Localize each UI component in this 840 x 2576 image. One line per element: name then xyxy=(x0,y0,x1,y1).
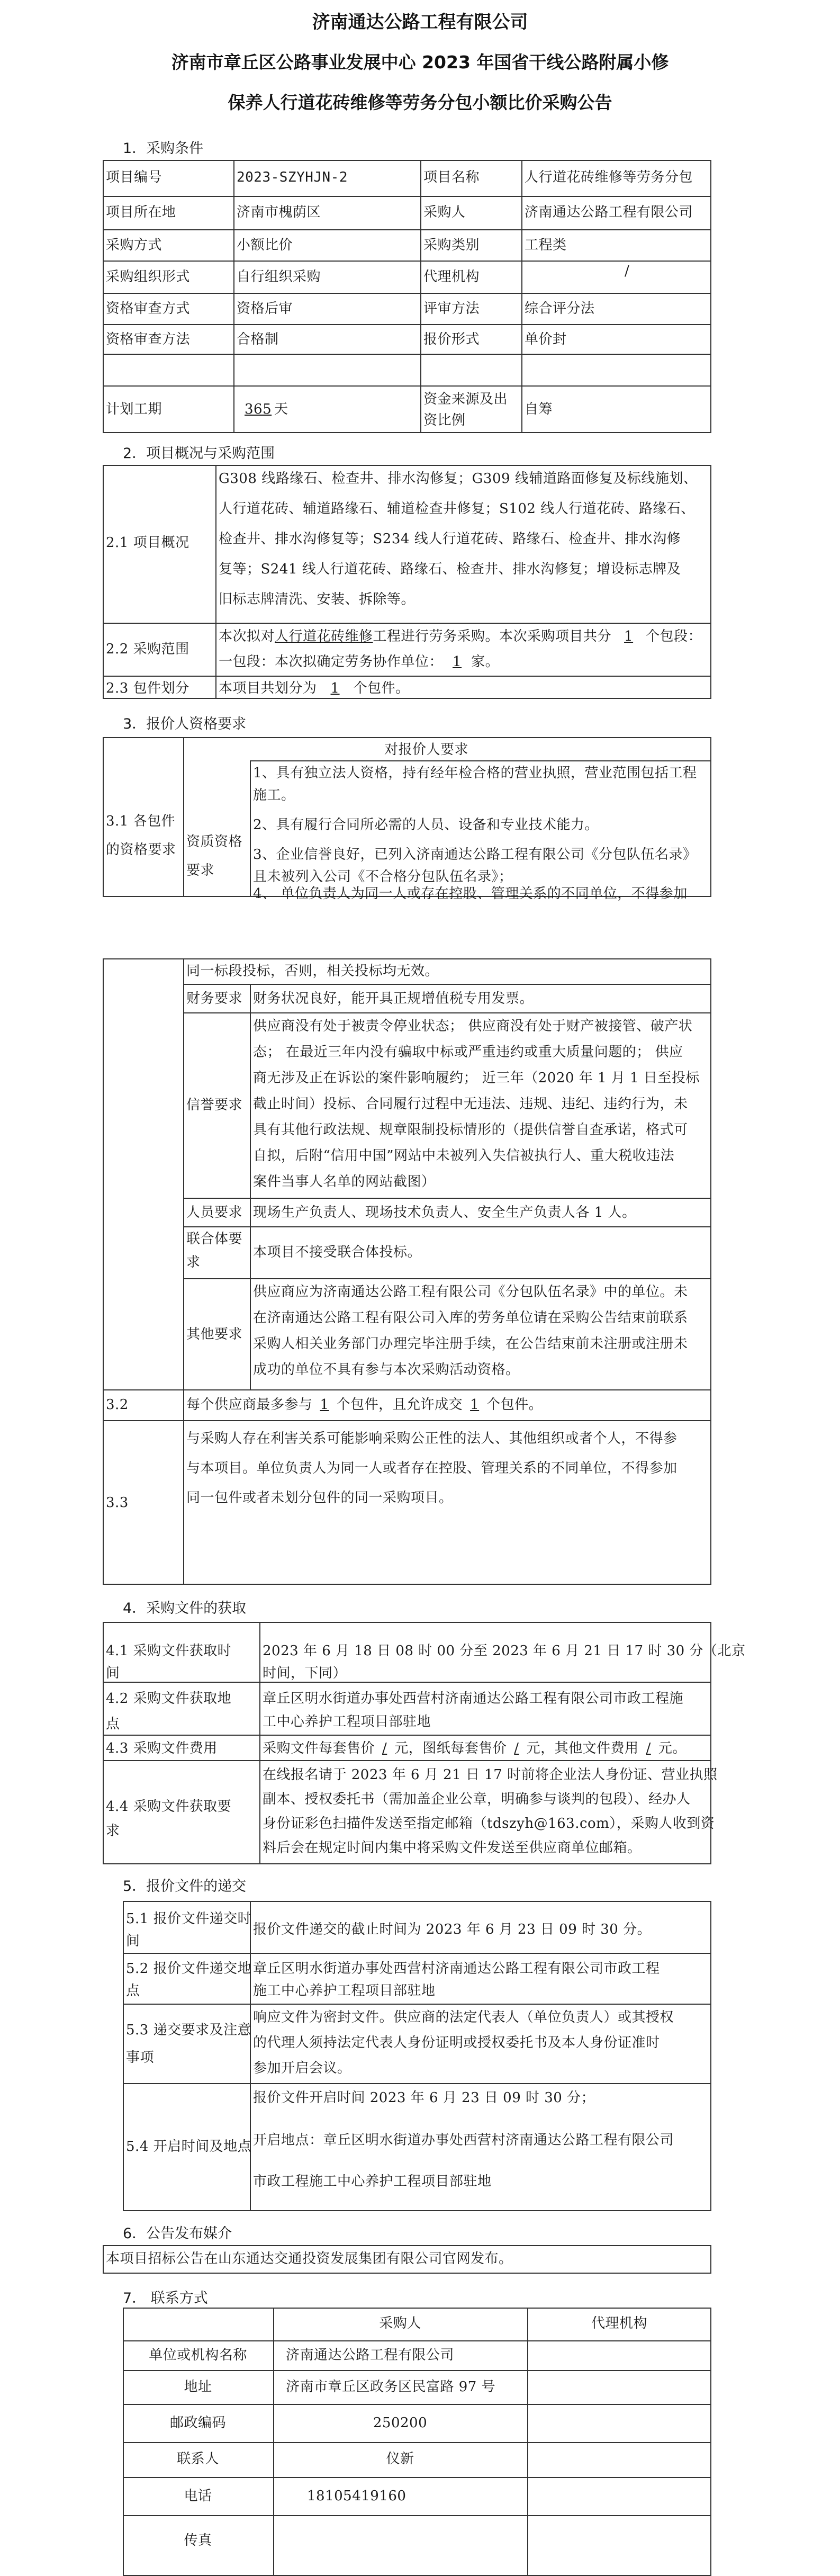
label-qualification-requirement-2: 要求 xyxy=(186,863,215,878)
qualification-line: 2、具有履行合同所必需的人员、设备和专业技术能力。 xyxy=(253,817,599,833)
label-package-qualification-1: 3.1 各包件 xyxy=(106,813,176,829)
label-contact-person: 联系人 xyxy=(177,2451,219,2467)
contact-address: 济南市章丘区政务区民富路 97 号 xyxy=(286,2379,496,2395)
label-fax: 传真 xyxy=(184,2533,212,2548)
section-heading-project-overview: 2．项目概况与采购范围 xyxy=(123,445,275,462)
label-opening-time-place: 5.4 开启时间及地点 xyxy=(126,2139,252,2155)
submission-note-line: 响应文件为密封文件。供应商的法定代表人（单位负责人）或其授权 xyxy=(253,2009,674,2025)
submission-note-line: 的代理人须持法定代表人身份证明或授权委托书及本人身份证准时 xyxy=(253,2035,660,2051)
value-quotation-form: 单价封 xyxy=(525,331,567,347)
label-phone: 电话 xyxy=(184,2488,212,2504)
label-acquisition-requirements-2: 求 xyxy=(106,1823,120,1839)
label-purchaser: 采购人 xyxy=(423,204,466,220)
opening-line: 市政工程施工中心养护工程项目部驻地 xyxy=(253,2174,492,2189)
fee-doc: / xyxy=(382,1740,387,1756)
max-packages: 1 xyxy=(320,1397,329,1413)
acquisition-place: 章丘区明水街道办事处西营村济南通达公路工程有限公司市政工程施 xyxy=(263,1691,684,1707)
label-other-requirement: 其他要求 xyxy=(186,1326,243,1342)
label-acquisition-place-2: 点 xyxy=(106,1716,120,1732)
label-qualification-review-method: 资格审查方法 xyxy=(106,331,191,347)
publication-media: 本项目招标公告在山东通达交通投资发展集团有限公司官网发布。 xyxy=(106,2251,513,2267)
fee-text: 元，图纸每套售价 xyxy=(394,1740,507,1756)
fee-text: 元。 xyxy=(658,1740,687,1756)
acquisition-requirement-line: 料后会在规定时间内集中将采购文件发送至供应商单位邮箱。 xyxy=(263,1840,642,1856)
label-document-fee: 4.3 采购文件费用 xyxy=(106,1740,218,1756)
contact-person: 仪新 xyxy=(386,2451,414,2467)
fee-drawing: / xyxy=(514,1740,519,1756)
financial-requirement: 财务状况良好，能开具正规增值税专用发票。 xyxy=(253,991,534,1007)
value-planned-duration-unit: 天 xyxy=(274,401,288,417)
label-project-location: 项目所在地 xyxy=(106,204,176,220)
value-project-name: 人行道花砖维修等劳务分包 xyxy=(525,169,693,185)
label-agency: 代理机构 xyxy=(423,269,480,285)
fee-text: 采购文件每套售价 xyxy=(263,1740,375,1756)
acquisition-time: 2023 年 6 月 18 日 08 时 00 分至 2023 年 6 月 21 日 17 时 30 分（北京 xyxy=(263,1643,746,1659)
submission-deadline: 报价文件递交的截止时间为 2023 年 6 月 23 日 09 时 30 分。 xyxy=(253,1922,652,1937)
label-project-overview: 2.1 项目概况 xyxy=(106,535,189,551)
announcement-title-line2: 保养人行道花砖维修等劳务分包小额比价采购公告 xyxy=(228,92,612,113)
scope-line-2 xyxy=(219,651,499,672)
label-3-3: 3.3 xyxy=(106,1495,129,1511)
contact-postcode: 250200 xyxy=(373,2415,428,2431)
package-division-text xyxy=(219,678,410,699)
max-awards: 1 xyxy=(470,1397,480,1413)
acquisition-time-note: 时间，下同） xyxy=(263,1665,347,1681)
section-heading-quotation-submission: 5．报价文件的递交 xyxy=(123,1878,247,1895)
overview-line: G308 线路缘石、检查井、排水沟修复；G309 线辅道路面修复及标线施划、 xyxy=(219,471,698,487)
qualification-line: 施工。 xyxy=(253,787,295,803)
value-qualification-review-mode: 资格后审 xyxy=(237,301,293,317)
header-purchaser: 采购人 xyxy=(379,2315,421,2331)
label-submission-notes-1: 5.3 递交要求及注意 xyxy=(126,2022,252,2038)
label-project-number: 项目编号 xyxy=(106,169,162,185)
label-acquisition-requirements-1: 4.4 采购文件获取要 xyxy=(106,1799,232,1815)
value-procurement-method: 小额比价 xyxy=(237,237,293,253)
label-quotation-form: 报价形式 xyxy=(423,331,480,347)
qualification-line: 4、 单位负责人为同一人或存在控股、管理关系的不同单位，不得参加 xyxy=(253,886,688,902)
package-text: 个包件。 xyxy=(353,680,410,696)
label-financial-requirement: 财务要求 xyxy=(186,991,243,1007)
other-line: 采购人相关业务部门办理完毕注册手续，在公告结束前未注册或注册未 xyxy=(253,1336,688,1352)
credit-line: 截止时间）投标、合同履行过程中无违法、违规、违纪、违约行为，未 xyxy=(253,1096,688,1112)
label-address: 地址 xyxy=(184,2379,212,2395)
label-procurement-method: 采购方式 xyxy=(106,237,162,253)
label-submission-place-2: 点 xyxy=(126,1983,140,1999)
credit-line: 态； 在最近三年内没有骗取中标或严重违约或重大质量问题的； 供应 xyxy=(253,1044,683,1060)
overview-line: 旧标志牌清洗、安装、拆除等。 xyxy=(219,591,416,607)
label-package-division: 2.3 包件划分 xyxy=(106,680,189,696)
value-qualification-review-method: 合格制 xyxy=(237,331,279,347)
label-submission-notes-2: 事项 xyxy=(126,2050,155,2066)
value-purchaser: 济南通达公路工程有限公司 xyxy=(525,204,693,220)
scope-text: 工程进行劳务采购。本次采购项目共分 xyxy=(373,629,612,644)
label-project-name: 项目名称 xyxy=(423,169,480,185)
fee-other: / xyxy=(646,1740,651,1756)
label-submission-time-1: 5.1 报价文件递交时 xyxy=(126,1911,252,1927)
qualification-continuation: 同一标段投标，否则，相关投标均无效。 xyxy=(186,963,439,979)
scope-text: 一包段：本次拟确定劳务协作单位： xyxy=(219,654,444,670)
label-3-2: 3.2 xyxy=(106,1397,129,1413)
package-text: 本项目共划分为 xyxy=(219,680,317,696)
company-name: 济南通达公路工程有限公司 xyxy=(312,12,528,33)
label-submission-time-2: 间 xyxy=(126,1933,140,1949)
section-heading-procurement-conditions: 1．采购条件 xyxy=(123,140,204,157)
credit-line: 商无涉及正在诉讼的案件影响履约； 近三年（2020 年 1 月 1 日至投标 xyxy=(253,1070,700,1086)
credit-line: 案件当事人名单的网站截图） xyxy=(253,1174,436,1190)
label-funding-source-2: 资比例 xyxy=(423,412,466,428)
label-joint-venture-1: 联合体要 xyxy=(186,1231,243,1247)
overview-line: 人行道花砖、辅道路缘石、辅道检查井修复；S102 线人行道花砖、路缘石、 xyxy=(219,501,695,517)
credit-line: 供应商没有处于被责令停业状态； 供应商没有处于财产被接管、破产状 xyxy=(253,1018,693,1034)
submission-place: 章丘区明水街道办事处西营村济南通达公路工程有限公司市政工程 xyxy=(253,1961,660,1977)
label-package-qualification-2: 的资格要求 xyxy=(106,842,176,858)
label-qualification-review-mode: 资格审查方式 xyxy=(106,301,191,317)
overview-line: 检查井、排水沟修复等；S234 线人行道花砖、路缘石、检查井、排水沟修 xyxy=(219,531,681,547)
conflict-rule-line: 与采购人存在利害关系可能影响采购公正性的法人、其他组织或者个人，不得参 xyxy=(186,1431,678,1447)
other-line: 供应商应为济南通达公路工程有限公司《分包队伍名录》中的单位。未 xyxy=(253,1284,688,1300)
scope-line-1 xyxy=(219,626,702,647)
label-submission-place-1: 5.2 报价文件递交地 xyxy=(126,1961,252,1977)
other-line: 成功的单位不具有参与本次采购活动资格。 xyxy=(253,1362,520,1378)
value-procurement-category: 工程类 xyxy=(525,237,567,253)
contact-unit-name: 济南通达公路工程有限公司 xyxy=(286,2347,455,2363)
document-fee xyxy=(263,1738,687,1759)
conflict-rule-line: 与本项目。单位负责人为同一人或者存在控股、管理关系的不同单位，不得参加 xyxy=(186,1460,678,1476)
value-organization-form: 自行组织采购 xyxy=(237,269,321,285)
label-organization-form: 采购组织形式 xyxy=(106,269,191,285)
contact-phone: 18105419160 xyxy=(307,2488,407,2504)
credit-line: 具有其他行政法规、规章限制投标情形的（提供信誉自查承诺，格式可 xyxy=(253,1122,688,1138)
value-evaluation-method: 综合评分法 xyxy=(525,301,595,317)
bidder-requirements-header: 对报价人要求 xyxy=(384,742,469,758)
staff-requirement: 现场生产负责人、现场技术负责人、安全生产负责人各 1 人。 xyxy=(253,1205,636,1220)
value-project-number: 2023-SZYHJN-2 xyxy=(237,169,348,185)
label-acquisition-time-2: 间 xyxy=(106,1665,120,1681)
scope-text: 家。 xyxy=(471,654,500,670)
scope-package-count: 1 xyxy=(624,629,634,644)
label-procurement-category: 采购类别 xyxy=(423,237,480,253)
submission-place-2: 施工中心养护工程项目部驻地 xyxy=(253,1983,436,1999)
label-credit-requirement: 信誉要求 xyxy=(186,1097,243,1113)
label-planned-duration: 计划工期 xyxy=(106,401,162,417)
qualification-line: 1、具有独立法人资格，持有经年检合格的营业执照，营业范围包括工程 xyxy=(253,765,697,781)
label-unit-name: 单位或机构名称 xyxy=(149,2347,247,2363)
value-project-location: 济南市槐荫区 xyxy=(237,204,321,220)
qualification-line: 3、企业信誉良好，已列入济南通达公路工程有限公司《分包队伍名录》 xyxy=(253,847,697,863)
value-planned-duration: 365 xyxy=(245,401,272,417)
scope-work-name: 人行道花砖维修 xyxy=(275,629,373,644)
conflict-rule-line: 同一包件或者未划分包件的同一采购项目。 xyxy=(186,1490,453,1506)
joint-venture-requirement: 本项目不接受联合体投标。 xyxy=(253,1244,422,1260)
announcement-title-line1: 济南市章丘区公路事业发展中心 2023 年国省干线公路附属小修 xyxy=(171,52,669,73)
acquisition-place-2: 工中心养护工程项目部驻地 xyxy=(263,1714,431,1730)
other-line: 在济南通达公路工程有限公司入库的劳务单位请在采购公告结束前联系 xyxy=(253,1310,688,1326)
qualification-line: 且未被列入公司《不合格分包队伍名录》； xyxy=(253,869,513,885)
label-joint-venture-2: 求 xyxy=(186,1254,201,1270)
submission-note-line: 参加开启会议。 xyxy=(253,2060,351,2076)
label-acquisition-place-1: 4.2 采购文件获取地 xyxy=(106,1691,232,1707)
rule-text: 个包件，且允许成交 xyxy=(336,1397,463,1413)
label-funding-source-1: 资金来源及出 xyxy=(423,391,508,407)
label-evaluation-method: 评审方法 xyxy=(423,301,480,317)
opening-line: 开启地点：章丘区明水街道办事处西营村济南通达公路工程有限公司 xyxy=(253,2132,674,2148)
section-heading-document-acquisition: 4．采购文件的获取 xyxy=(123,1600,247,1617)
label-staff-requirement: 人员要求 xyxy=(186,1205,243,1220)
label-postcode: 邮政编码 xyxy=(169,2415,226,2431)
fee-text: 元，其他文件费用 xyxy=(526,1740,639,1756)
header-agency: 代理机构 xyxy=(591,2315,647,2331)
credit-line: 自拟，后附“信用中国”网站中未被列入失信被执行人、重大税收违法 xyxy=(253,1148,675,1164)
section-heading-publication-media: 6．公告发布媒介 xyxy=(123,2225,232,2242)
package-count: 1 xyxy=(330,680,340,696)
label-qualification-requirement-1: 资质资格 xyxy=(186,834,243,850)
label-procurement-scope: 2.2 采购范围 xyxy=(106,641,189,657)
overview-line: 复等；S241 线人行道花砖、路缘石、检查井、排水沟修复；增设标志牌及 xyxy=(219,561,681,577)
scope-text: 个包段： xyxy=(646,629,702,644)
section-heading-bidder-qualification: 3．报价人资格要求 xyxy=(123,716,247,732)
acquisition-requirement-line: 副本、授权委托书（需加盖企业公章，明确参与谈判的包段）、经办人 xyxy=(263,1791,691,1807)
scope-unit-count: 1 xyxy=(453,654,462,670)
label-acquisition-time-1: 4.1 采购文件获取时 xyxy=(106,1643,232,1659)
package-participation-rule xyxy=(186,1394,543,1415)
section-heading-contact: 7． 联系方式 xyxy=(123,2290,208,2306)
opening-line: 报价文件开启时间 2023 年 6 月 23 日 09 时 30 分； xyxy=(253,2090,595,2106)
rule-text: 每个供应商最多参与 xyxy=(186,1397,313,1413)
rule-text: 个包件。 xyxy=(486,1397,543,1413)
value-agency: / xyxy=(625,263,630,279)
acquisition-requirement-line: 身份证彩色扫描件发送至指定邮箱（tdszyh@163.com），采购人收到资 xyxy=(263,1816,715,1832)
value-funding-source: 自筹 xyxy=(525,401,553,417)
acquisition-requirement-line: 在线报名请于 2023 年 6 月 21 日 17 时前将企业法人身份证、营业执照 xyxy=(263,1767,718,1783)
scope-text: 本次拟对 xyxy=(219,629,275,644)
